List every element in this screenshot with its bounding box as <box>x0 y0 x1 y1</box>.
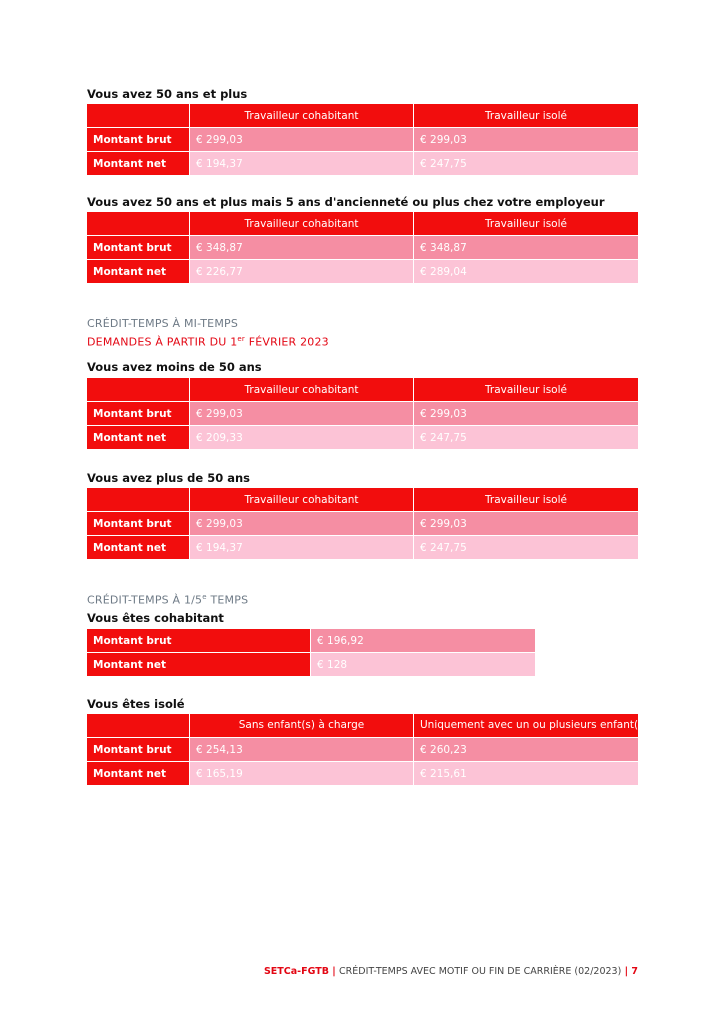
heading-50-plus-anciennete: Vous avez 50 ans et plus mais 5 ans d'ancienneté ou plus chez votre employeur <box>87 195 605 209</box>
cell-value: € 209,33 <box>190 426 414 450</box>
header-corner <box>87 104 190 128</box>
cell-value: € 299,03 <box>190 512 414 536</box>
table-50-plus-anciennete <box>86 211 639 284</box>
row-label-brut: Montant brut <box>87 738 190 762</box>
heading-cohabitant: Vous êtes cohabitant <box>87 611 224 625</box>
table-row <box>87 762 639 786</box>
cell-value: € 226,77 <box>190 260 414 284</box>
table-header-row <box>87 104 639 128</box>
row-label-net: Montant net <box>87 762 190 786</box>
table-moins-50 <box>86 377 639 450</box>
cell-value: € 289,04 <box>414 260 639 284</box>
cell-value: € 299,03 <box>414 128 639 152</box>
col-header-cohabitant: Travailleur cohabitant <box>190 488 414 512</box>
subtitle-sup: er <box>237 335 245 343</box>
col-header-cohabitant: Travailleur cohabitant <box>190 378 414 402</box>
heading-isole: Vous êtes isolé <box>87 697 185 711</box>
table-plus-50 <box>86 487 639 560</box>
row-label-net: Montant net <box>87 426 190 450</box>
table-row <box>87 260 639 284</box>
col-header-cohabitant: Travailleur cohabitant <box>190 212 414 236</box>
cell-value: € 194,37 <box>190 152 414 176</box>
cell-value: € 194,37 <box>190 536 414 560</box>
cell-value: € 247,75 <box>414 426 639 450</box>
col-header-isole: Travailleur isolé <box>414 212 639 236</box>
table-cohabitant <box>86 628 536 677</box>
section-subtitle-date <box>87 335 329 349</box>
heading-plus-50: Vous avez plus de 50 ans <box>87 471 251 485</box>
cell-value: € 348,87 <box>190 236 414 260</box>
table-row <box>87 426 639 450</box>
heading-moins-50: Vous avez moins de 50 ans <box>87 360 262 374</box>
footer-title: CRÉDIT-TEMPS AVEC MOTIF OU FIN DE CARRIÈRE (02/2023) <box>339 966 622 977</box>
table-row <box>87 536 639 560</box>
cell-value: € 299,03 <box>190 128 414 152</box>
col-header-isole: Travailleur isolé <box>414 378 639 402</box>
footer-separator: | <box>328 966 340 977</box>
table-row <box>87 738 639 762</box>
header-corner <box>87 212 190 236</box>
table-row <box>87 629 536 653</box>
row-label-net: Montant net <box>87 536 190 560</box>
table-row <box>87 128 639 152</box>
col-header-avec-enfant: Uniquement avec un ou plusieurs enfant(s) à charge <box>414 714 639 738</box>
col-header-sans-enfant: Sans enfant(s) à charge <box>190 714 414 738</box>
cell-value: € 247,75 <box>414 536 639 560</box>
row-label-brut: Montant brut <box>87 402 190 426</box>
section-title-mi-temps: CRÉDIT-TEMPS À MI-TEMPS <box>87 317 239 330</box>
cell-value: € 165,19 <box>190 762 414 786</box>
row-label-brut: Montant brut <box>87 236 190 260</box>
cell-value: € 299,03 <box>414 512 639 536</box>
footer-separator: | <box>621 966 632 977</box>
table-header-row <box>87 488 639 512</box>
cell-value: € 128 <box>311 653 536 677</box>
heading-50-plus: Vous avez 50 ans et plus <box>87 87 248 101</box>
header-corner <box>87 378 190 402</box>
row-label-net: Montant net <box>87 260 190 284</box>
cell-value: € 299,03 <box>414 402 639 426</box>
row-label-net: Montant net <box>87 152 190 176</box>
page-number: 7 <box>631 966 638 977</box>
table-row <box>87 152 639 176</box>
cell-value: € 196,92 <box>311 629 536 653</box>
cell-value: € 247,75 <box>414 152 639 176</box>
table-header-row <box>87 212 639 236</box>
cell-value: € 260,23 <box>414 738 639 762</box>
cell-value: € 348,87 <box>414 236 639 260</box>
col-header-isole: Travailleur isolé <box>414 488 639 512</box>
title-prefix: CRÉDIT-TEMPS À 1/5 <box>87 593 203 607</box>
title-suffix: TEMPS <box>206 593 249 607</box>
subtitle-suffix: FÉVRIER 2023 <box>245 335 329 349</box>
title-sup: e <box>202 593 207 601</box>
header-corner <box>87 488 190 512</box>
row-label-brut: Montant brut <box>87 512 190 536</box>
footer-brand: SETCa-FGTB <box>263 966 329 977</box>
page-footer <box>264 966 638 977</box>
cell-value: € 299,03 <box>190 402 414 426</box>
col-header-cohabitant: Travailleur cohabitant <box>190 104 414 128</box>
section-title-cinquieme <box>87 593 248 607</box>
table-row <box>87 653 536 677</box>
table-row <box>87 512 639 536</box>
cell-value: € 254,13 <box>190 738 414 762</box>
col-header-isole: Travailleur isolé <box>414 104 639 128</box>
subtitle-prefix: DEMANDES À PARTIR DU 1 <box>87 335 238 349</box>
header-corner <box>87 714 190 738</box>
table-row <box>87 236 639 260</box>
table-50-plus <box>86 103 639 176</box>
table-row <box>87 402 639 426</box>
table-header-row <box>87 378 639 402</box>
table-header-row <box>87 714 639 738</box>
table-isole <box>86 713 697 786</box>
row-label-net: Montant net <box>87 653 311 677</box>
cell-value: € 215,61 <box>414 762 639 786</box>
row-label-brut: Montant brut <box>87 128 190 152</box>
row-label-brut: Montant brut <box>87 629 311 653</box>
